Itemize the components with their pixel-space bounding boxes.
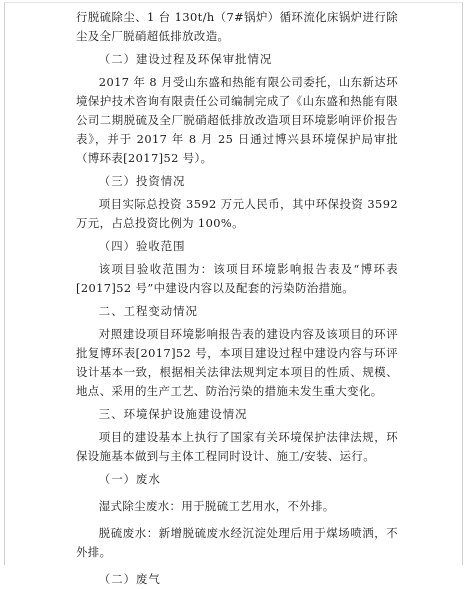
section-investment-heading: （三）投资情况 (98, 174, 186, 188)
section-investment-body: 项目实际总投资 3592 万元人民币，其中环保投资 3592 万元，占总投资比例为 100%。 (76, 197, 398, 230)
exhaust-gas-heading: （二）废气 (98, 572, 161, 586)
document-page (76, 8, 398, 589)
section-acceptance-scope-body: 该项目验收范围为：该项目环境影响报告表及“博环表[2017]52 号”中建设内容以及配套的污染防治措施。 (76, 262, 398, 295)
section-construction-process-body: 2017 年 8 月受山东盛和热能有限公司委托，山东新达环境保护技术咨询有限责任公司编制完成了《山东盛和热能有限公司二期脱硫及全厂脱硝超低排放改造项目环境影响评价报告表》，并于 2017 年 8 月 25 日通过博兴县环境保护局审批（博环表[2017]52 号）。 (76, 75, 398, 165)
section-construction-process-heading: （二）建设过程及环保审批情况 (98, 52, 273, 66)
intro-paragraph-tail: 行脱硫除尘、1 台 130t/h（7#锅炉）循环流化床锅炉进行除尘及全厂脱硝超低排放改造。 (76, 10, 398, 43)
part-engineering-changes-heading: 二、工程变动情况 (98, 304, 198, 318)
section-acceptance-scope-heading: （四）验收范围 (98, 239, 186, 253)
part-env-facilities-heading: 三、环境保护设施建设情况 (98, 407, 248, 421)
part-env-facilities-body: 项目的建设基本上执行了国家有关环境保护法律法规，环保设施基本做到与主体工程同时设计、施工/安装、运行。 (76, 430, 398, 463)
wastewater-item-desulfurization: 脱硫废水：新增脱硫废水经沉淀处理后用于煤场喷洒，不外排。 (76, 526, 398, 559)
wastewater-heading: （一）废水 (98, 472, 161, 486)
part-engineering-changes-body: 对照建设项目环境影响报告表的建设内容及该项目的环评批复博环表[2017]52 号，本项目建设过程中建设内容与环评设计基本一致，根据相关法律法规判定本项目的性质、规模、地点、采用的生产工艺、防治污染的措施未发生重大变化。 (76, 327, 398, 398)
wastewater-item-wet-dust: 湿式除尘废水：用于脱硫工艺用水，不外排。 (98, 499, 335, 513)
